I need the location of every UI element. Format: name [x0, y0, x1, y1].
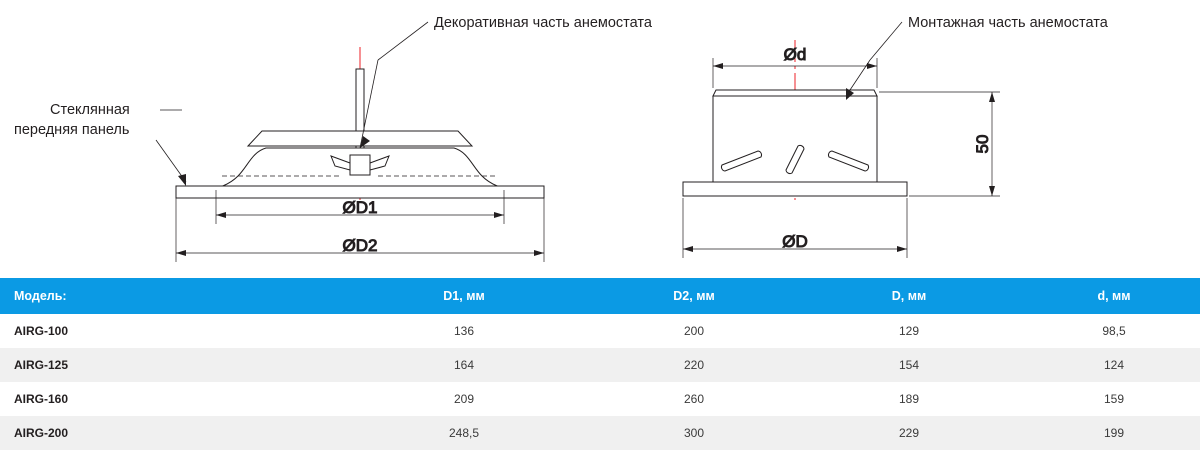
cell-model: AIRG-125	[0, 348, 344, 382]
table-row	[0, 382, 1200, 416]
dim-label-d-small: Ød	[783, 45, 807, 64]
cell-d2: 200	[584, 314, 804, 348]
table-header-model: Модель:	[0, 278, 344, 314]
table-header-d: D, мм	[804, 278, 1014, 314]
cell-d1: 248,5	[344, 416, 584, 450]
right-elevation-view	[683, 40, 1000, 258]
callout-mounting-part	[846, 22, 902, 100]
flange-plate	[683, 182, 907, 196]
callout-glass-panel-label-line2: передняя панель	[14, 122, 130, 138]
specs-table	[0, 278, 1200, 450]
dim-label-d-big: ØD	[782, 232, 808, 251]
table-header-d-small: d, мм	[1014, 278, 1200, 314]
callout-glass-panel-label-line1: Стеклянная	[50, 102, 130, 118]
callout-decorative-part	[360, 22, 428, 148]
table-row	[0, 314, 1200, 348]
table-header-d1: D1, мм	[344, 278, 584, 314]
cell-d: 154	[804, 348, 1014, 382]
decorative-cone	[248, 131, 472, 146]
cell-model: AIRG-100	[0, 314, 344, 348]
cell-model: AIRG-160	[0, 382, 344, 416]
cell-d1: 136	[344, 314, 584, 348]
dim-label-d2: ØD2	[342, 236, 378, 255]
cell-d1: 164	[344, 348, 584, 382]
table-header-row	[0, 278, 1200, 314]
cell-model: AIRG-200	[0, 416, 344, 450]
dim-label-height: 50	[973, 134, 992, 154]
callout-decorative-part-label: Декоративная часть анемостата	[434, 15, 652, 31]
table-header-d2: D2, мм	[584, 278, 804, 314]
cell-d: 129	[804, 314, 1014, 348]
cell-d-small: 199	[1014, 416, 1200, 450]
left-section-view	[176, 47, 544, 262]
dim-label-d1: ØD1	[342, 198, 378, 217]
cell-d1: 209	[344, 382, 584, 416]
cell-d2: 300	[584, 416, 804, 450]
cell-d: 229	[804, 416, 1014, 450]
table-row	[0, 348, 1200, 382]
glass-front-panel	[176, 186, 544, 198]
callout-mounting-part-label: Монтажная часть анемостата	[908, 15, 1108, 31]
cell-d-small: 124	[1014, 348, 1200, 382]
table-row	[0, 416, 1200, 450]
specs-table-wrapper	[0, 278, 1200, 451]
cell-d2: 220	[584, 348, 804, 382]
cell-d-small: 98,5	[1014, 314, 1200, 348]
mounting-collar	[713, 90, 877, 182]
cell-d2: 260	[584, 382, 804, 416]
callout-glass-panel-leader	[156, 110, 186, 186]
cell-d-small: 159	[1014, 382, 1200, 416]
cell-d: 189	[804, 382, 1014, 416]
